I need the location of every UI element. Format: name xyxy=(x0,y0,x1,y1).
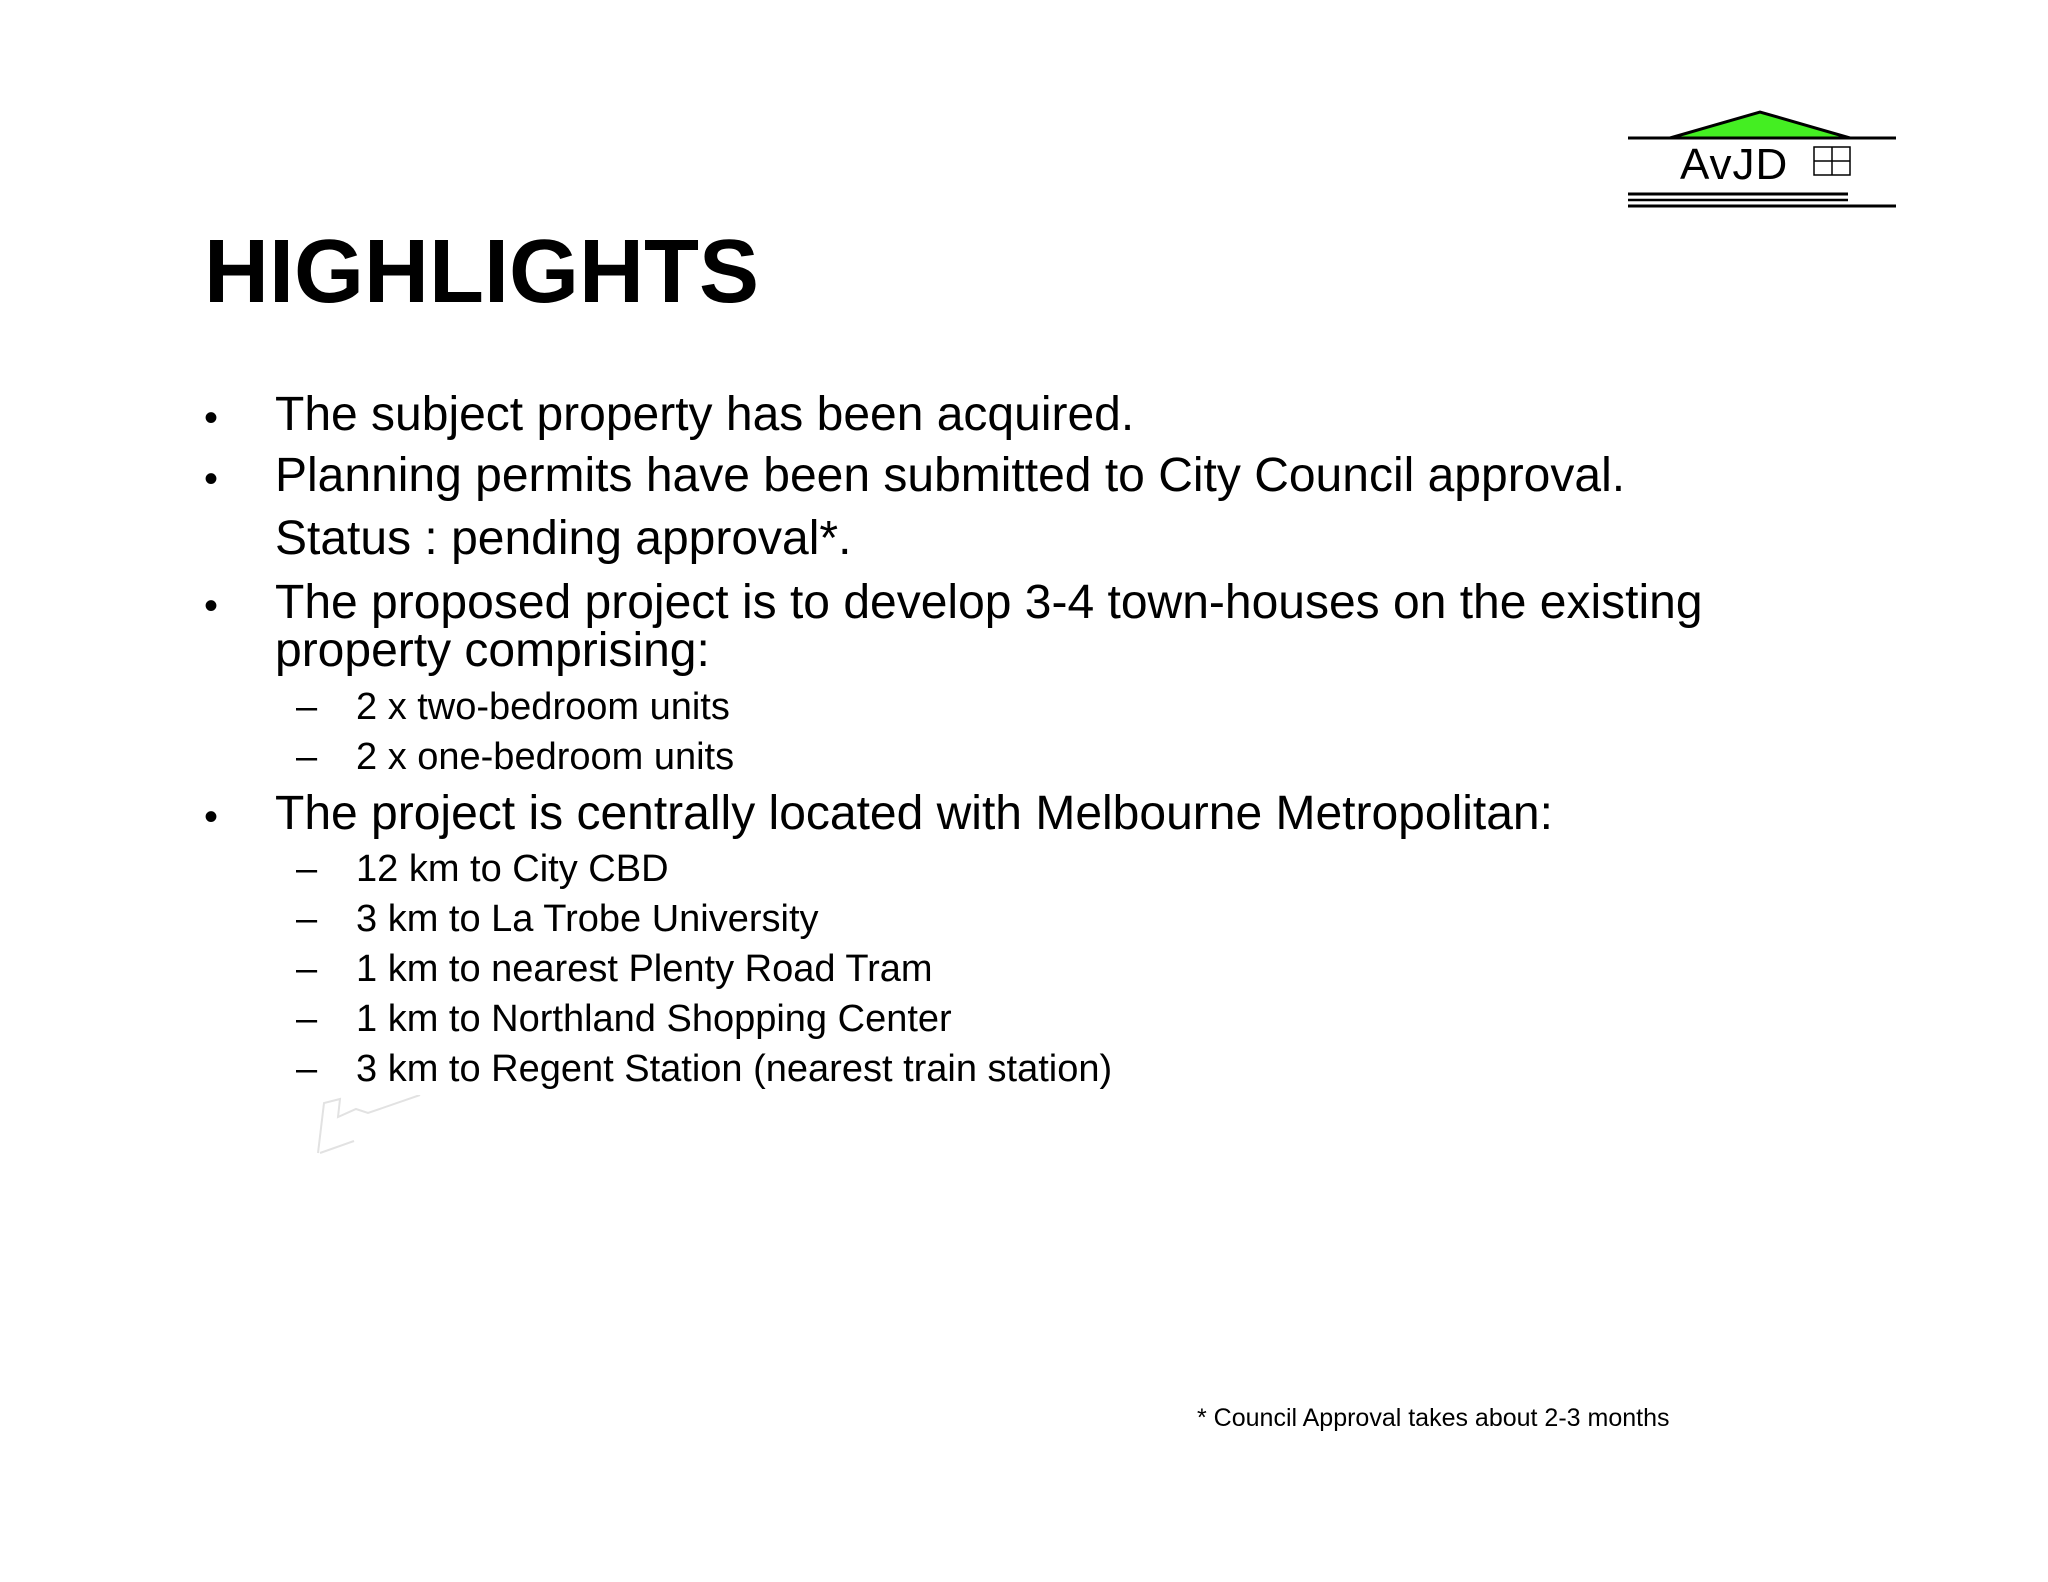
bullet-3-text-line-2: property comprising: xyxy=(275,624,710,677)
faint-scribble-mark xyxy=(310,1095,430,1155)
bullet-2-text-line-2: Status : pending approval*. xyxy=(275,512,852,565)
bullet-4-subitem: 1 km to nearest Plenty Road Tram xyxy=(356,948,933,990)
bullet-glyph: • xyxy=(204,396,219,440)
bullet-2-text-line-1: Planning permits have been submitted to City Council approval. xyxy=(275,449,1626,502)
logo-text: AvJD xyxy=(1680,140,1789,189)
bullet-3-subitem: 2 x two-bedroom units xyxy=(356,686,730,728)
bullet-3-subitem: 2 x one-bedroom units xyxy=(356,736,735,778)
bullet-glyph: • xyxy=(204,795,219,839)
bullet-4-subitem: 12 km to City CBD xyxy=(356,848,669,890)
bullet-glyph: • xyxy=(204,584,219,628)
dash-glyph: – xyxy=(296,848,318,890)
dash-glyph: – xyxy=(296,736,318,778)
logo-roof xyxy=(1670,112,1850,138)
page-title: HIGHLIGHTS xyxy=(204,222,759,322)
bullet-4-subitem: 3 km to Regent Station (nearest train station) xyxy=(356,1048,1113,1090)
bullet-4-subitem: 3 km to La Trobe University xyxy=(356,898,819,940)
dash-glyph: – xyxy=(296,948,318,990)
bullet-4-text: The project is centrally located with Melbourne Metropolitan: xyxy=(275,787,1553,840)
dash-glyph: – xyxy=(296,998,318,1040)
bullet-glyph: • xyxy=(204,457,219,501)
dash-glyph: – xyxy=(296,1048,318,1090)
bullet-4-subitem: 1 km to Northland Shopping Center xyxy=(356,998,952,1040)
bullet-3-text-line-1: The proposed project is to develop 3-4 town-houses on the existing xyxy=(275,576,1703,629)
bullet-1-text: The subject property has been acquired. xyxy=(275,388,1135,441)
dash-glyph: – xyxy=(296,686,318,728)
footnote: * Council Approval takes about 2-3 months xyxy=(1197,1404,1670,1432)
dash-glyph: – xyxy=(296,898,318,940)
